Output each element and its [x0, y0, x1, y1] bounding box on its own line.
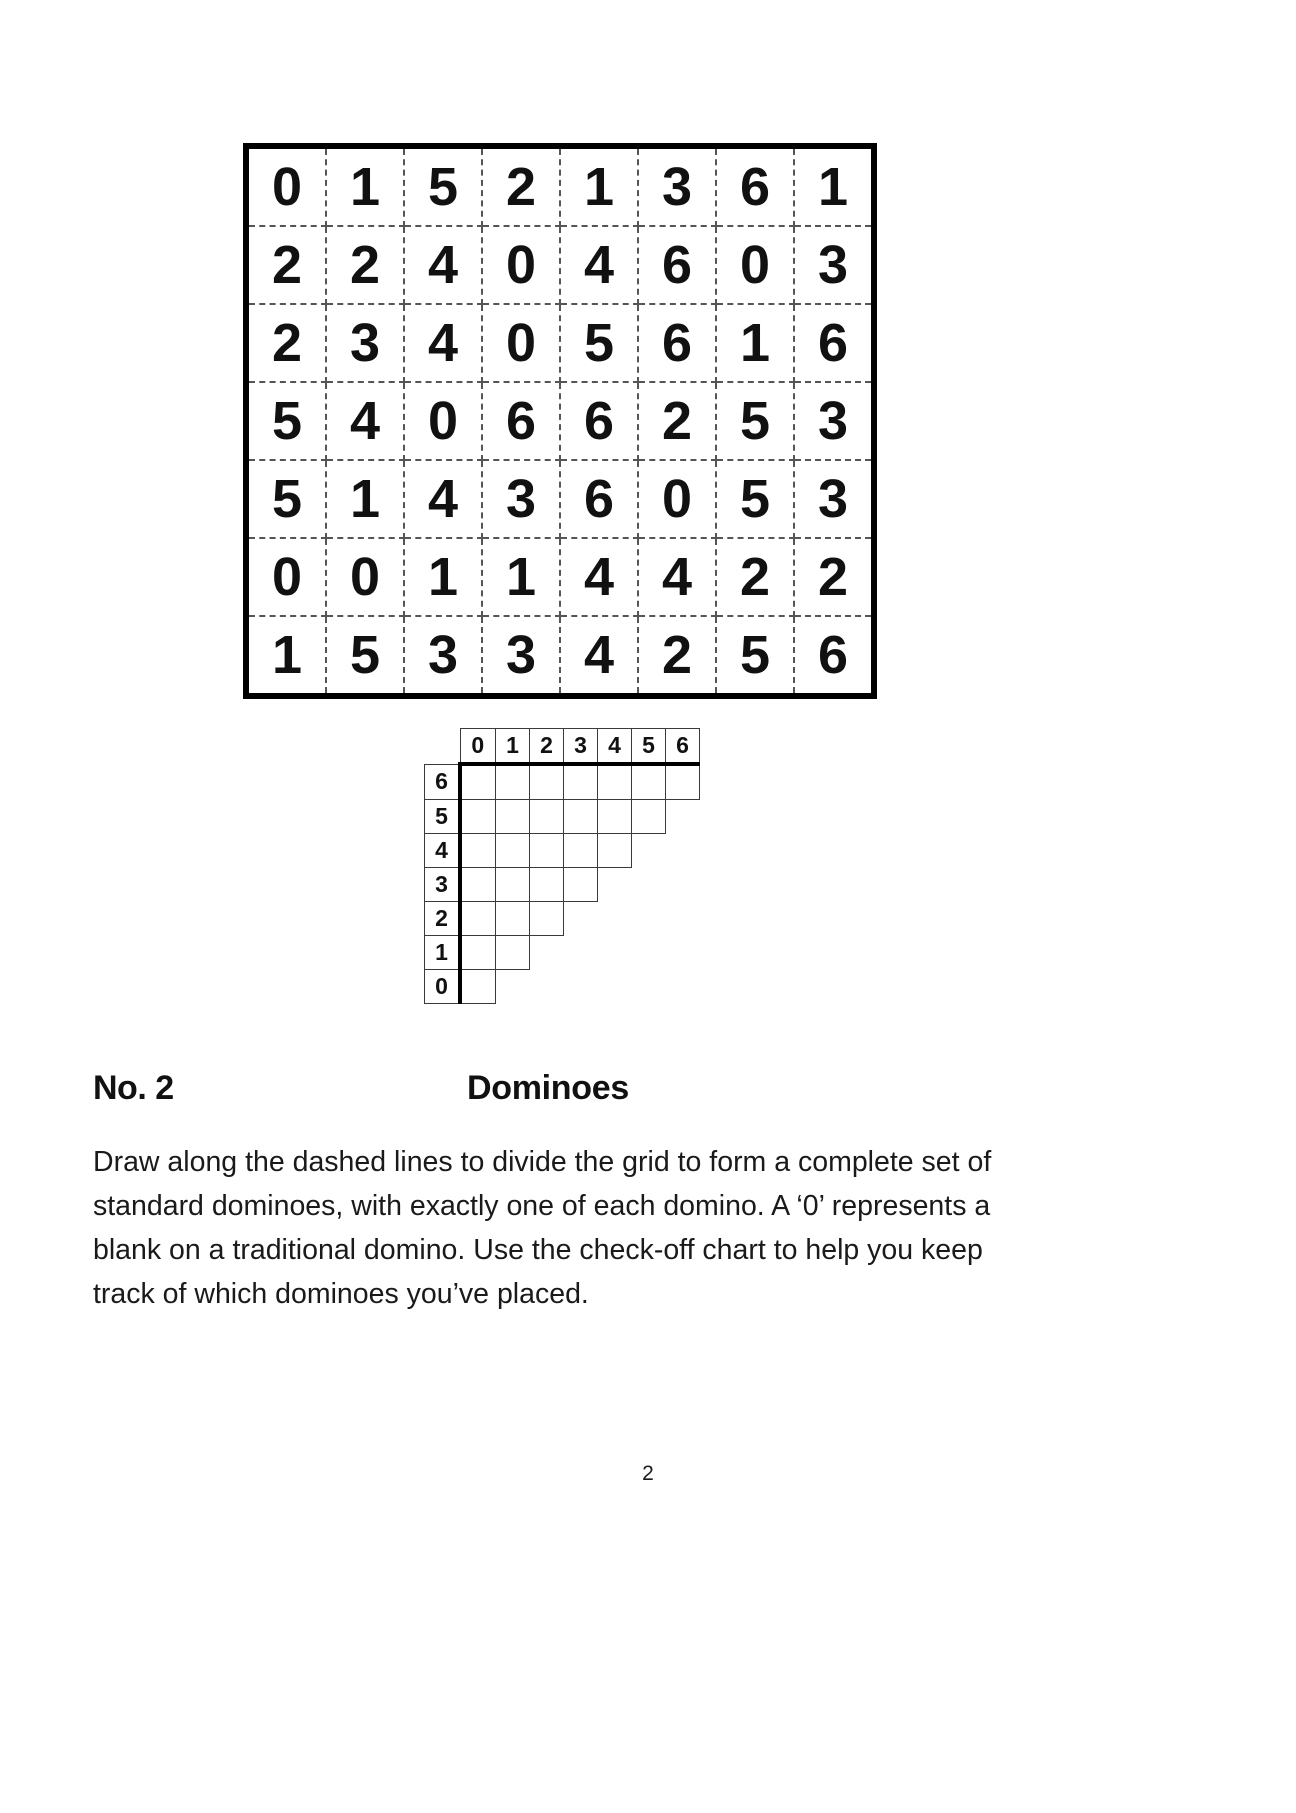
- checkoff-cell[interactable]: [598, 834, 632, 868]
- puzzle-cell[interactable]: 3: [404, 616, 482, 696]
- puzzle-cell[interactable]: 6: [560, 382, 638, 460]
- puzzle-heading: [0, 1069, 1296, 1115]
- checkoff-empty-space: [632, 834, 666, 868]
- puzzle-cell[interactable]: 0: [482, 304, 560, 382]
- checkoff-cell[interactable]: [460, 970, 496, 1004]
- checkoff-row-header: 2: [425, 902, 461, 936]
- checkoff-empty-space: [632, 970, 666, 1004]
- checkoff-cell[interactable]: [460, 764, 496, 800]
- checkoff-empty-space: [598, 970, 632, 1004]
- puzzle-cell[interactable]: 1: [794, 146, 874, 226]
- puzzle-cell[interactable]: 3: [794, 460, 874, 538]
- checkoff-empty-space: [598, 902, 632, 936]
- puzzle-cell[interactable]: 4: [404, 304, 482, 382]
- checkoff-cell[interactable]: [496, 902, 530, 936]
- puzzle-cell[interactable]: 3: [794, 382, 874, 460]
- checkoff-cell[interactable]: [530, 800, 564, 834]
- checkoff-empty-space: [666, 902, 700, 936]
- checkoff-cell[interactable]: [460, 936, 496, 970]
- checkoff-cell[interactable]: [564, 868, 598, 902]
- checkoff-empty-space: [666, 800, 700, 834]
- puzzle-cell[interactable]: 5: [716, 382, 794, 460]
- checkoff-row: [425, 764, 700, 800]
- puzzle-cell[interactable]: 2: [716, 538, 794, 616]
- puzzle-cell[interactable]: 3: [482, 460, 560, 538]
- puzzle-cell[interactable]: 4: [638, 538, 716, 616]
- checkoff-cell[interactable]: [496, 936, 530, 970]
- checkoff-cell[interactable]: [564, 800, 598, 834]
- checkoff-row: [425, 868, 700, 902]
- puzzle-cell[interactable]: 0: [246, 146, 326, 226]
- checkoff-row-header: 6: [425, 764, 461, 800]
- puzzle-cell[interactable]: 1: [326, 460, 404, 538]
- puzzle-cell[interactable]: 1: [246, 616, 326, 696]
- checkoff-column-header: 1: [496, 729, 530, 765]
- puzzle-cell[interactable]: 0: [716, 226, 794, 304]
- puzzle-cell[interactable]: 4: [560, 226, 638, 304]
- puzzle-cell[interactable]: 4: [560, 538, 638, 616]
- checkoff-empty-space: [598, 868, 632, 902]
- puzzle-cell[interactable]: 6: [817, 625, 849, 685]
- puzzle-cell[interactable]: 2: [794, 538, 874, 616]
- puzzle-cell[interactable]: 4: [560, 616, 638, 696]
- puzzle-cell[interactable]: 6: [794, 304, 874, 382]
- checkoff-column-header: 0: [460, 729, 496, 765]
- checkoff-empty-space: [598, 936, 632, 970]
- dominoes-puzzle-grid[interactable]: [243, 143, 877, 699]
- checkoff-cell[interactable]: [496, 800, 530, 834]
- page-number: 2: [642, 1462, 654, 1485]
- checkoff-corner-spacer: [425, 729, 461, 765]
- puzzle-cell[interactable]: 1: [404, 538, 482, 616]
- checkoff-empty-space: [530, 936, 564, 970]
- checkoff-empty-space: [666, 834, 700, 868]
- puzzle-cell[interactable]: 6: [482, 382, 560, 460]
- checkoff-row-header: 3: [425, 868, 461, 902]
- puzzle-cell[interactable]: 4: [404, 460, 482, 538]
- checkoff-cell[interactable]: [564, 834, 598, 868]
- puzzle-cell[interactable]: 5: [246, 382, 326, 460]
- checkoff-cell[interactable]: [530, 764, 564, 800]
- checkoff-cell[interactable]: [496, 834, 530, 868]
- puzzle-cell[interactable]: 2: [638, 382, 716, 460]
- puzzle-cell[interactable]: 5: [560, 304, 638, 382]
- checkoff-cell[interactable]: [460, 834, 496, 868]
- puzzle-cell[interactable]: 0: [246, 538, 326, 616]
- puzzle-cell[interactable]: 2: [326, 226, 404, 304]
- puzzle-grid-row: [246, 616, 874, 696]
- puzzle-cell[interactable]: 1: [560, 146, 638, 226]
- puzzle-instructions: Draw along the dashed lines to divide the grid to form a complete set of standard dominoes, with exactly one of each domino. A ‘0’ represents a blank on a traditional domino. Use the check-off chart to help you keep track of which dominoes you’ve placed.: [93, 1146, 992, 1310]
- puzzle-cell[interactable]: 3: [326, 304, 404, 382]
- checkoff-column-header: 6: [666, 729, 700, 765]
- checkoff-empty-space: [632, 902, 666, 936]
- checkoff-row: [425, 834, 700, 868]
- puzzle-cell[interactable]: 0: [638, 460, 716, 538]
- puzzle-cell[interactable]: 1: [326, 146, 404, 226]
- puzzle-cell[interactable]: 6: [560, 460, 638, 538]
- puzzle-grid-row: [246, 146, 874, 226]
- checkoff-cell[interactable]: [530, 902, 564, 936]
- puzzle-cell[interactable]: 3: [794, 226, 874, 304]
- checkoff-row-header: 0: [425, 970, 461, 1004]
- puzzle-cell[interactable]: 2: [246, 226, 326, 304]
- checkoff-empty-space: [530, 970, 564, 1004]
- puzzle-cell[interactable]: 5: [716, 616, 794, 696]
- puzzle-cell[interactable]: 6: [716, 146, 794, 226]
- checkoff-cell[interactable]: [598, 764, 632, 800]
- checkoff-column-header: 4: [598, 729, 632, 765]
- puzzle-cell[interactable]: 3: [638, 146, 716, 226]
- puzzle-title: Dominoes: [467, 1069, 629, 1107]
- puzzle-grid-row: [246, 538, 874, 616]
- checkoff-chart-table[interactable]: [424, 728, 700, 1004]
- puzzle-grid-row: [246, 382, 874, 460]
- puzzle-cell[interactable]: 2: [482, 146, 560, 226]
- checkoff-cell[interactable]: [632, 800, 666, 834]
- checkoff-cell[interactable]: [666, 764, 700, 800]
- checkoff-row: [425, 970, 700, 1004]
- puzzle-number-label: No. 2: [93, 1069, 174, 1107]
- checkoff-row: [425, 936, 700, 970]
- puzzle-grid-row: [246, 460, 874, 538]
- checkoff-row-header: 4: [425, 834, 461, 868]
- puzzle-cell[interactable]: 6: [638, 226, 716, 304]
- checkoff-row-header: 5: [425, 800, 461, 834]
- puzzle-cell[interactable]: 0: [326, 538, 404, 616]
- puzzle-cell[interactable]: 0: [404, 382, 482, 460]
- checkoff-empty-space: [564, 970, 598, 1004]
- puzzle-grid-row: [246, 304, 874, 382]
- checkoff-cell[interactable]: [530, 868, 564, 902]
- puzzle-cell[interactable]: 0: [482, 226, 560, 304]
- checkoff-cell[interactable]: [598, 800, 632, 834]
- puzzle-cell[interactable]: 5: [326, 616, 404, 696]
- puzzle-cell[interactable]: 2: [638, 616, 716, 696]
- checkoff-empty-space: [564, 936, 598, 970]
- checkoff-cell[interactable]: [530, 834, 564, 868]
- checkoff-column-header: 3: [564, 729, 598, 765]
- checkoff-header-row: [425, 729, 700, 765]
- checkoff-column-header: 2: [530, 729, 564, 765]
- checkoff-empty-space: [666, 936, 700, 970]
- puzzle-cell[interactable]: 3: [482, 616, 560, 696]
- checkoff-cell[interactable]: [496, 868, 530, 902]
- domino-checkoff-chart[interactable]: [424, 728, 700, 1004]
- checkoff-empty-space: [666, 970, 700, 1004]
- puzzle-cell[interactable]: 5: [246, 460, 326, 538]
- checkoff-cell[interactable]: [564, 764, 598, 800]
- checkoff-empty-space: [666, 868, 700, 902]
- puzzle-grid-table[interactable]: [243, 143, 877, 699]
- checkoff-cell[interactable]: [460, 800, 496, 834]
- puzzle-cell[interactable]: 2: [246, 304, 326, 382]
- puzzle-cell[interactable]: 6: [638, 304, 716, 382]
- puzzle-grid-row: [246, 226, 874, 304]
- puzzle-cell[interactable]: 1: [482, 538, 560, 616]
- checkoff-row-header: 1: [425, 936, 461, 970]
- checkoff-empty-space: [632, 936, 666, 970]
- checkoff-cell[interactable]: [496, 764, 530, 800]
- checkoff-row: [425, 800, 700, 834]
- checkoff-empty-space: [632, 868, 666, 902]
- checkoff-row: [425, 902, 700, 936]
- puzzle-cell[interactable]: 5: [716, 460, 794, 538]
- puzzle-cell[interactable]: 5: [404, 146, 482, 226]
- puzzle-cell[interactable]: 4: [326, 382, 404, 460]
- checkoff-cell[interactable]: [460, 868, 496, 902]
- puzzle-cell[interactable]: 4: [404, 226, 482, 304]
- checkoff-empty-space: [496, 970, 530, 1004]
- checkoff-cell[interactable]: [632, 764, 666, 800]
- puzzle-cell[interactable]: 1: [716, 304, 794, 382]
- checkoff-cell[interactable]: [460, 902, 496, 936]
- checkoff-empty-space: [564, 902, 598, 936]
- checkoff-column-header: 5: [632, 729, 666, 765]
